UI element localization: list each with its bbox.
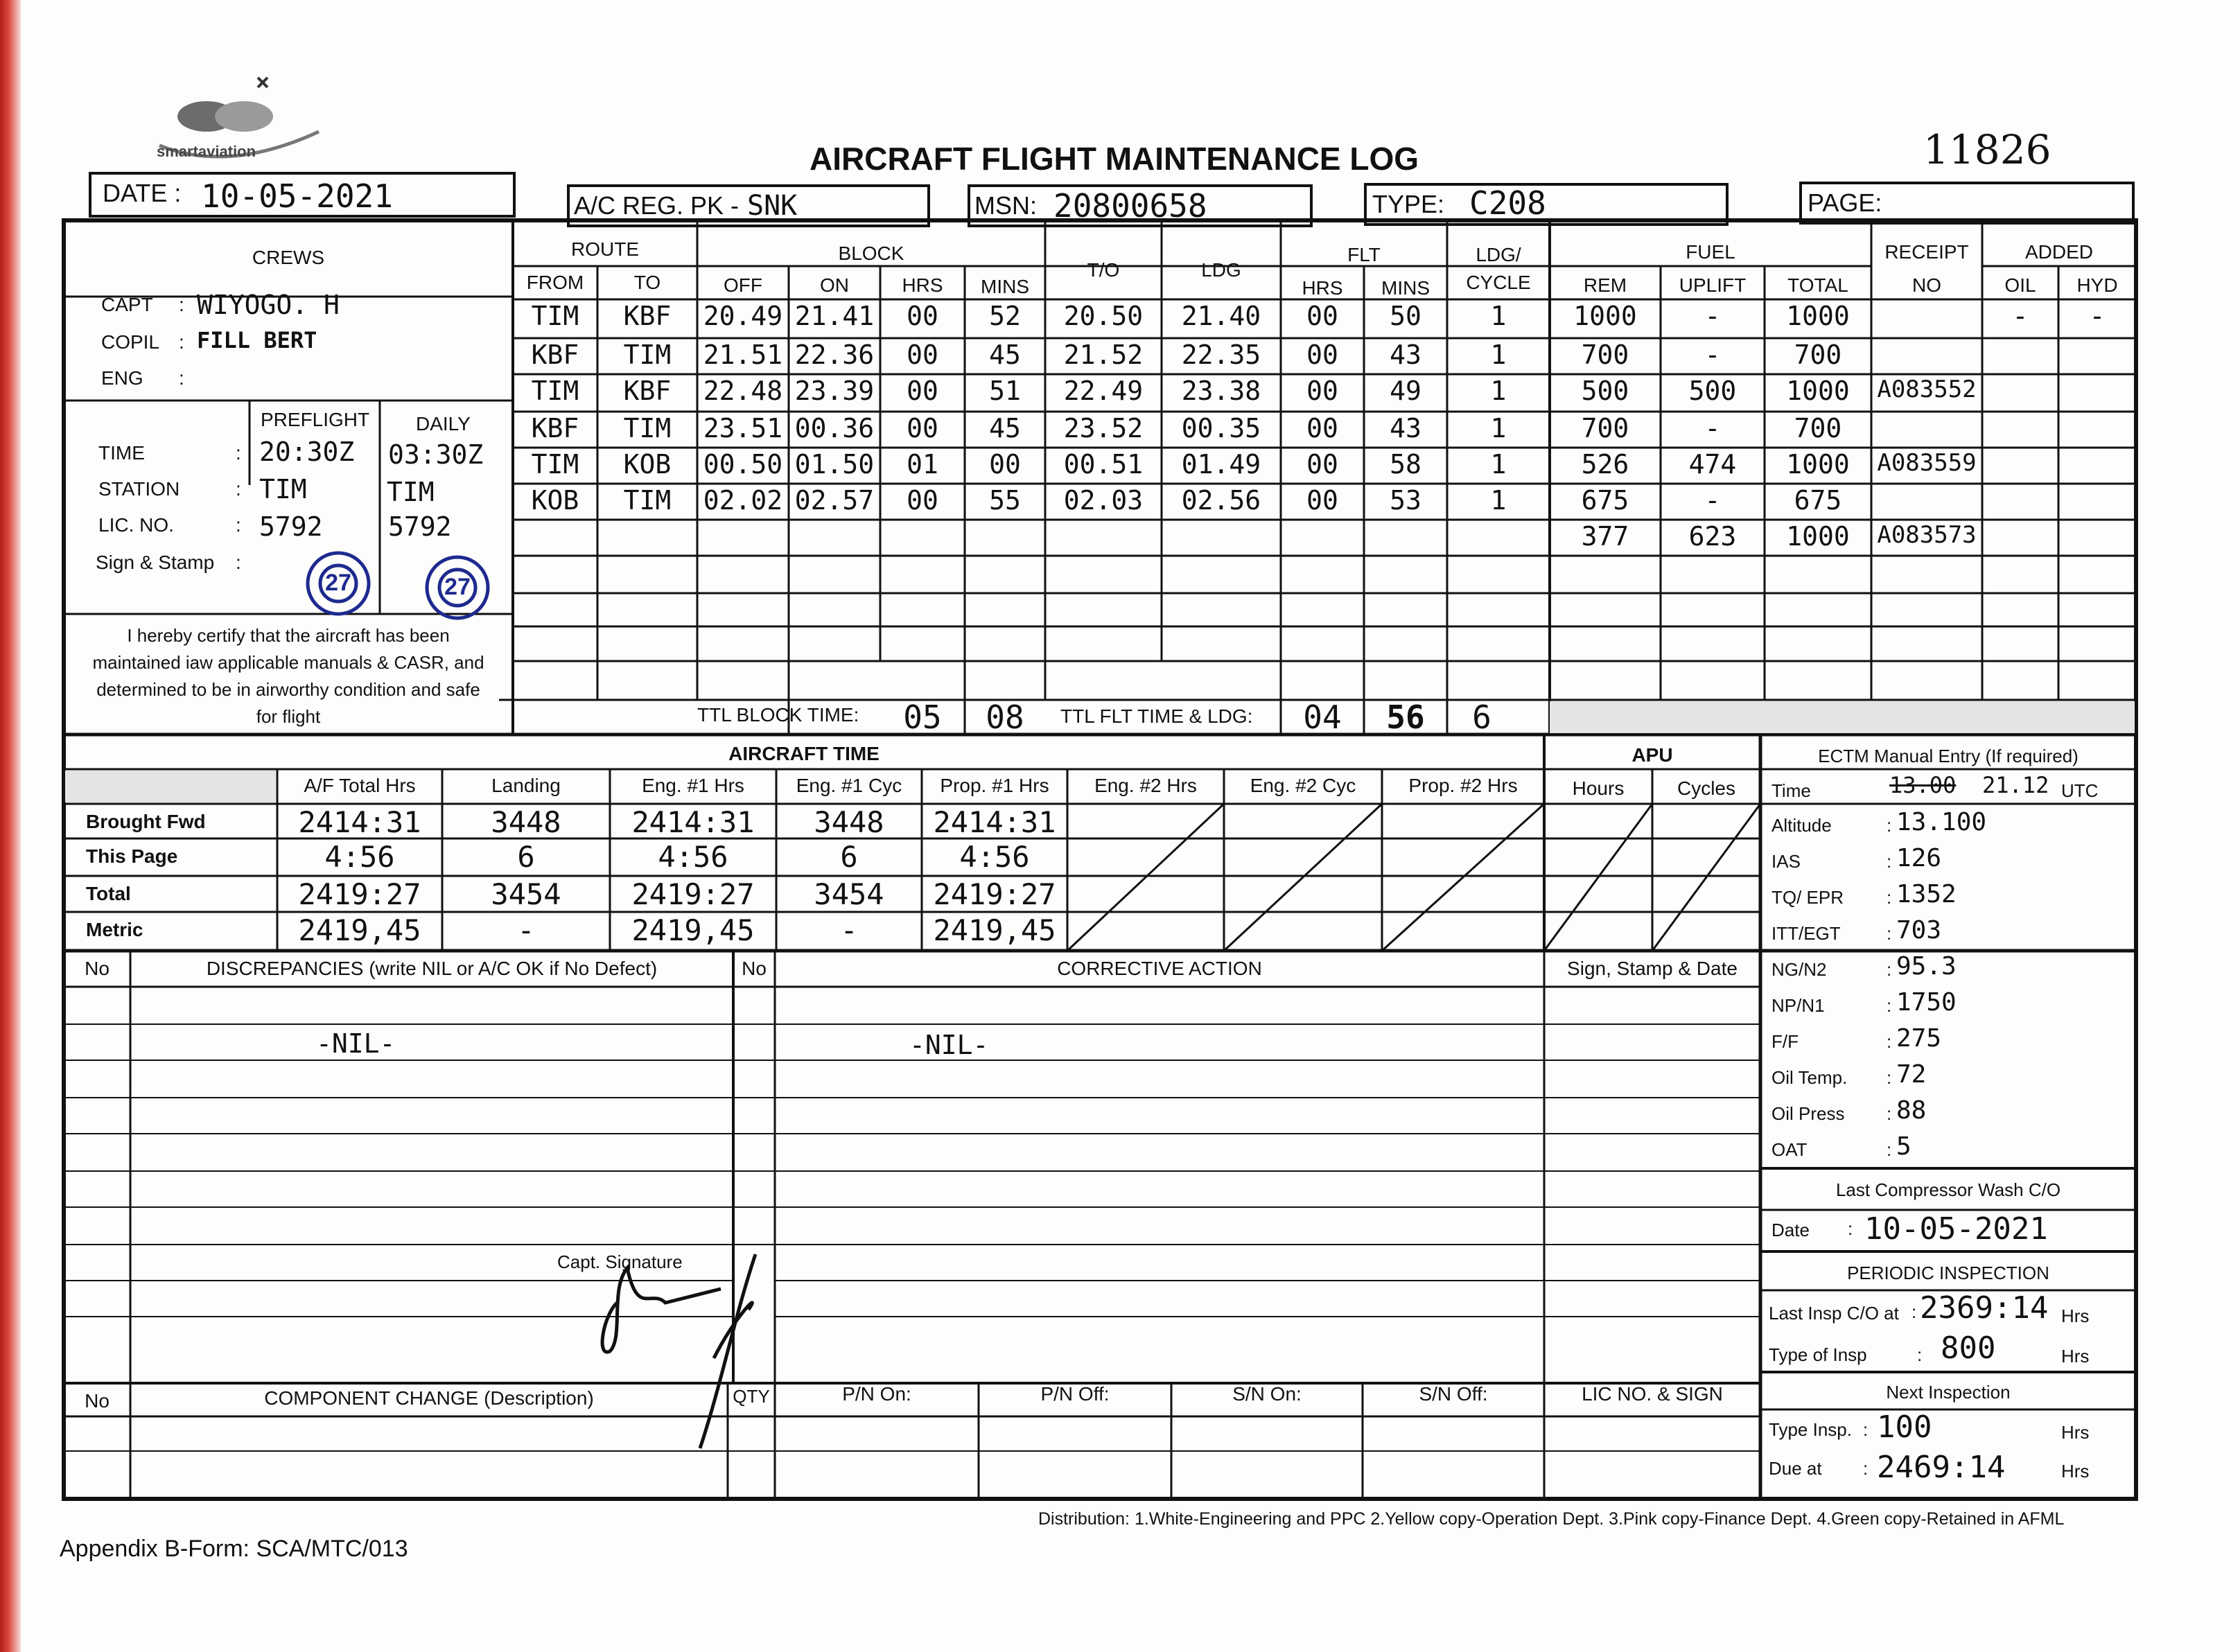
ttl-block-label: TTL BLOCK TIME: (697, 704, 859, 726)
aircraft-time-value: 2419:27 (631, 877, 755, 911)
flight-to-t-cell: 02.03 (1063, 485, 1144, 516)
colon-last-insp: : (1911, 1301, 1917, 1322)
due-label: Due at (1769, 1458, 1822, 1479)
aircraft-time-header: Eng. #1 Hrs (642, 775, 744, 796)
due-value: 2469:14 (1877, 1450, 2006, 1485)
aircraft-time-header: Landing (491, 775, 561, 796)
flight-cycle-cell: 1 (1490, 376, 1507, 406)
aircraft-time-value: - (840, 913, 858, 947)
flight-mins-cell: 51 (989, 376, 1021, 406)
page-label: PAGE: (1808, 188, 1882, 217)
flight-total-cell: 1000 (1786, 301, 1850, 331)
distribution-note: Distribution: 1.White-Engineering and PPC 2.Yellow copy-Operation Dept. 3.Pink copy-Finance Dept. 4.Green copy-Retained in AFML (1038, 1509, 2065, 1529)
col-added: ADDED (2024, 241, 2093, 263)
flight-off-cell: 00.50 (703, 449, 783, 480)
serial-number: 11826 (1923, 126, 2051, 173)
flight-total-cell: 700 (1794, 340, 1842, 370)
flight-to-cell: TIM (623, 413, 672, 443)
type-insp-label: Type of Insp (1769, 1344, 1867, 1365)
reg-label: A/C REG. PK - (574, 191, 740, 220)
flight-on-cell: 01.50 (794, 449, 875, 480)
flight-uplift-cell: 500 (1688, 376, 1737, 406)
flight-fhrs-cell: 00 (1306, 340, 1338, 370)
aircraft-time-row-label: Total (86, 883, 131, 904)
flight-uplift-cell: - (1704, 301, 1721, 331)
form-title: AIRCRAFT FLIGHT MAINTENANCE LOG (810, 141, 1419, 177)
next-type-label: Type Insp. (1769, 1419, 1852, 1440)
ectm-item-value: 275 (1896, 1024, 1942, 1053)
flight-cycle-cell: 1 (1490, 449, 1507, 480)
eng-label: ENG (101, 367, 143, 389)
col-total: TOTAL (1787, 274, 1848, 296)
capt-value: WIYOGO. H (197, 290, 340, 320)
ca-title: CORRECTIVE ACTION (1057, 958, 1262, 979)
flight-uplift-cell: - (1704, 485, 1721, 516)
col-uplift: UPLIFT (1679, 274, 1747, 296)
aircraft-time-value: 6 (840, 840, 858, 874)
aircraft-time-value: 2419,45 (631, 913, 755, 947)
flight-on-cell: 00.36 (794, 413, 875, 443)
aircraft-time-value: 6 (517, 840, 535, 874)
disc-entry: -NIL- (316, 1028, 396, 1059)
ectm-item-colon: : (1887, 959, 1892, 980)
aircraft-time-value: 3454 (814, 877, 884, 911)
colon-lic: : (236, 514, 241, 536)
ectm-item-colon: : (1887, 1067, 1892, 1088)
aircraft-time-value: 4:56 (959, 840, 1030, 874)
aircraft-time-value: 4:56 (658, 840, 728, 874)
col-ldg-cycle-2: CYCLE (1466, 272, 1531, 293)
flight-uplift-cell: 623 (1688, 521, 1737, 552)
ectm-item-value: 126 (1896, 844, 1942, 872)
aircraft-time-title: AIRCRAFT TIME (728, 743, 880, 764)
type-insp-value: 800 (1941, 1330, 1996, 1366)
flight-oil-cell: - (2012, 301, 2029, 331)
flight-fmins-cell: 50 (1390, 301, 1421, 331)
col-rem: REM (1583, 274, 1627, 296)
aircraft-time-value: 2419,45 (298, 913, 421, 947)
aircraft-time-value: 4:56 (324, 840, 395, 874)
flight-uplift-cell: 474 (1688, 449, 1737, 480)
colon-station: : (236, 478, 241, 500)
flight-rem-cell: 675 (1581, 485, 1629, 516)
colon-compressor: : (1848, 1218, 1853, 1239)
aircraft-time-value: 2414:31 (631, 805, 755, 839)
flight-on-cell: 23.39 (794, 376, 875, 406)
aircraft-time-row-label: Metric (86, 919, 143, 940)
station-preflight: TIM (259, 474, 307, 504)
ectm-item-value: 1352 (1896, 880, 1957, 908)
flight-mins-cell: 00 (989, 449, 1021, 480)
comp-sn-on: S/N On: (1232, 1383, 1302, 1405)
aircraft-time-header: Prop. #1 Hrs (940, 775, 1049, 796)
disc-title: DISCREPANCIES (write NIL or A/C OK if No Defect) (206, 958, 658, 979)
ectm-item-colon: : (1887, 995, 1892, 1016)
col-ldg: LDG (1201, 259, 1241, 281)
flight-off-cell: 23.51 (703, 413, 783, 443)
sign-label: Sign & Stamp (96, 552, 215, 573)
flight-to-t-cell: 00.51 (1063, 449, 1144, 480)
flight-fhrs-cell: 00 (1306, 301, 1338, 331)
last-insp-value: 2369:14 (1920, 1290, 2049, 1326)
flight-ldg-cell: 21.40 (1181, 301, 1261, 331)
copil-label: COPIL (101, 331, 160, 353)
ectm-item-colon: : (1887, 923, 1892, 944)
col-flt: FLT (1347, 244, 1381, 265)
flight-hyd-cell: - (2089, 301, 2106, 331)
flight-ldg-cell: 22.35 (1181, 340, 1261, 370)
next-insp-title: Next Inspection (1886, 1382, 2011, 1403)
flight-ldg-cell: 00.35 (1181, 413, 1261, 443)
type-label: TYPE: (1372, 190, 1445, 218)
aircraft-time-row-label: Brought Fwd (86, 811, 206, 832)
ectm-time-unit: UTC (2061, 780, 2099, 801)
aircraft-time-value: 3454 (491, 877, 561, 911)
flight-on-cell: 22.36 (794, 340, 875, 370)
ectm-time-label: Time (1771, 780, 1811, 801)
preflight-label: PREFLIGHT (261, 409, 370, 430)
comp-lic-sign: LIC NO. & SIGN (1582, 1383, 1723, 1405)
aircraft-time-value: 2419:27 (298, 877, 421, 911)
flight-fhrs-cell: 00 (1306, 449, 1338, 480)
flight-from-cell: TIM (531, 376, 579, 406)
ectm-time-struck: 13.00 (1889, 772, 1957, 798)
ectm-item-label: Oil Temp. (1771, 1067, 1848, 1088)
col-fuel: FUEL (1686, 241, 1735, 263)
colon-capt: : (179, 294, 184, 315)
col-crews: CREWS (252, 247, 325, 268)
flight-to-cell: TIM (623, 485, 672, 516)
ca-no-label: No (742, 958, 767, 979)
flight-receipt-cell: A083552 (1877, 376, 1977, 403)
ectm-item-value: 13.100 (1896, 808, 1987, 836)
flight-total-cell: 1000 (1786, 376, 1850, 406)
station-label: STATION (98, 478, 180, 500)
col-oil: OIL (2004, 274, 2036, 296)
aircraft-time-value: 2414:31 (933, 805, 1056, 839)
shaded-total-row (1550, 701, 2135, 733)
colon-eng: : (179, 367, 184, 389)
flight-rem-cell: 377 (1581, 521, 1629, 552)
daily-label: DAILY (416, 413, 471, 434)
col-block: BLOCK (838, 243, 904, 264)
flight-to-t-cell: 22.49 (1063, 376, 1144, 406)
lic-daily: 5792 (388, 511, 452, 542)
flight-receipt-cell: A083573 (1877, 521, 1977, 549)
col-route: ROUTE (571, 238, 639, 260)
colon-time: : (236, 442, 241, 464)
flight-ldg-cell: 02.56 (1181, 485, 1261, 516)
ttl-block-mins: 08 (986, 698, 1024, 736)
periodic-title: PERIODIC INSPECTION (1847, 1263, 2049, 1283)
ectm-item-value: 5 (1896, 1132, 1911, 1161)
flight-rem-cell: 1000 (1573, 301, 1637, 331)
flight-total-cell: 675 (1794, 485, 1842, 516)
col-receipt: RECEIPT (1884, 241, 1969, 263)
ectm-item-label: Altitude (1771, 815, 1832, 836)
aircraft-time-header: Eng. #1 Cyc (796, 775, 902, 796)
col-to: TO (633, 272, 661, 293)
col-on: ON (820, 274, 849, 296)
flight-hrs-cell: 00 (907, 413, 938, 443)
flight-from-cell: KBF (531, 413, 579, 443)
compressor-date-label: Date (1771, 1220, 1810, 1240)
flight-fmins-cell: 43 (1390, 413, 1421, 443)
col-receipt-no: NO (1912, 274, 1941, 296)
flight-to-t-cell: 20.50 (1063, 301, 1144, 331)
lic-label: LIC. NO. (98, 514, 174, 536)
flight-uplift-cell: - (1704, 413, 1721, 443)
flight-hrs-cell: 00 (907, 376, 938, 406)
next-type-hrs: Hrs (2061, 1422, 2090, 1443)
ttl-flt-label: TTL FLT TIME & LDG: (1060, 705, 1253, 727)
aircraft-time-value: 2419,45 (933, 913, 1056, 947)
form-number: Appendix B-Form: SCA/MTC/013 (60, 1536, 408, 1562)
ttl-flt-mins: 56 (1386, 698, 1425, 736)
flight-total-cell: 1000 (1786, 449, 1850, 480)
flight-rem-cell: 500 (1581, 376, 1629, 406)
ectm-item-colon: : (1887, 851, 1892, 872)
ectm-item-label: IAS (1771, 851, 1801, 872)
next-type-value: 100 (1877, 1409, 1932, 1445)
reg-value: SNK (747, 190, 798, 222)
flight-fhrs-cell: 00 (1306, 485, 1338, 516)
ttl-flt-hrs: 04 (1303, 698, 1342, 736)
disc-no-label: No (85, 958, 110, 979)
aircraft-time-value: 2414:31 (298, 805, 421, 839)
ectm-item-label: TQ/ EPR (1771, 887, 1844, 908)
time-label: TIME (98, 442, 145, 464)
flight-from-cell: KBF (531, 340, 579, 370)
compressor-title: Last Compressor Wash C/O (1835, 1179, 2061, 1200)
flight-hrs-cell: 00 (907, 301, 938, 331)
colon-type-insp: : (1917, 1344, 1923, 1365)
aircraft-time-value: 3448 (814, 805, 884, 839)
col-flt-mins: MINS (1381, 277, 1430, 299)
flight-hrs-cell: 00 (907, 340, 938, 370)
flight-total-cell: 700 (1794, 413, 1842, 443)
flight-off-cell: 20.49 (703, 301, 783, 331)
ectm-title: ECTM Manual Entry (If required) (1818, 746, 2079, 766)
apu-cycles-label: Cycles (1677, 777, 1735, 799)
aircraft-time-row-label: This Page (86, 845, 178, 867)
ectm-item-label: Oil Press (1771, 1103, 1845, 1124)
aircraft-time-header: Eng. #2 Cyc (1250, 775, 1356, 796)
flight-cycle-cell: 1 (1490, 301, 1507, 331)
aircraft-time-value: - (517, 913, 535, 947)
flight-from-cell: TIM (531, 449, 579, 480)
certify-line-4: for flight (256, 706, 321, 727)
due-hrs: Hrs (2061, 1461, 2090, 1482)
certify-line-2: maintained iaw applicable manuals & CASR, and (92, 652, 484, 673)
msn-label: MSN: (974, 191, 1037, 220)
comp-pn-off: P/N Off: (1040, 1383, 1110, 1405)
flight-off-cell: 21.51 (703, 340, 783, 370)
apu-title: APU (1631, 744, 1673, 766)
flight-mins-cell: 55 (989, 485, 1021, 516)
stamp-daily-number: 27 (444, 574, 471, 600)
ectm-item-label: OAT (1771, 1139, 1808, 1160)
col-mins: MINS (981, 276, 1029, 297)
col-flt-hrs: HRS (1302, 277, 1343, 299)
time-daily: 03:30Z (388, 439, 484, 470)
ectm-item-colon: : (1887, 887, 1892, 908)
colon-copil: : (179, 331, 184, 353)
flight-fmins-cell: 49 (1390, 376, 1421, 406)
station-daily: TIM (387, 477, 435, 507)
flight-uplift-cell: - (1704, 340, 1721, 370)
flight-to-cell: KBF (623, 301, 672, 331)
flight-off-cell: 02.02 (703, 485, 783, 516)
col-off: OFF (724, 274, 762, 296)
flight-to-cell: KOB (623, 449, 672, 480)
ectm-item-colon: : (1887, 815, 1892, 836)
last-insp-label: Last Insp C/O at (1769, 1303, 1899, 1324)
aircraft-time-header: A/F Total Hrs (304, 775, 416, 796)
aircraft-time-value: 3448 (491, 805, 561, 839)
flight-from-cell: KOB (531, 485, 579, 516)
flight-receipt-cell: A083559 (1877, 449, 1977, 477)
colon-due: : (1863, 1458, 1869, 1479)
flight-rem-cell: 700 (1581, 413, 1629, 443)
flight-to-cell: TIM (623, 340, 672, 370)
type-insp-hrs: Hrs (2061, 1346, 2090, 1367)
flight-ldg-cell: 01.49 (1181, 449, 1261, 480)
comp-qty: QTY (733, 1386, 770, 1407)
certify-line-1: I hereby certify that the aircraft has been (127, 625, 450, 646)
flight-fhrs-cell: 00 (1306, 413, 1338, 443)
aircraft-time-header: Eng. #2 Hrs (1094, 775, 1197, 796)
flight-mins-cell: 45 (989, 340, 1021, 370)
col-hrs: HRS (902, 274, 943, 296)
flight-to-t-cell: 23.52 (1063, 413, 1144, 443)
ectm-item-colon: : (1887, 1139, 1892, 1160)
ectm-item-label: F/F (1771, 1031, 1799, 1052)
ttl-ldg: 6 (1472, 698, 1491, 736)
ectm-item-value: 72 (1896, 1060, 1927, 1089)
last-insp-hrs: Hrs (2061, 1306, 2090, 1326)
copil-value: FILL BERT (197, 327, 317, 353)
certify-text (69, 622, 507, 730)
flight-mins-cell: 45 (989, 413, 1021, 443)
capt-label: CAPT (101, 294, 153, 315)
col-hyd: HYD (2076, 274, 2118, 296)
ectm-item-value: 1750 (1896, 988, 1957, 1017)
flight-mins-cell: 52 (989, 301, 1021, 331)
flight-cycle-cell: 1 (1490, 340, 1507, 370)
msn-value: 20800658 (1053, 187, 1207, 225)
flight-cycle-cell: 1 (1490, 485, 1507, 516)
ectm-time-value: 21.12 (1982, 772, 2049, 798)
aircraft-time-header: Prop. #2 Hrs (1408, 775, 1518, 796)
aircraft-time-value: 2419:27 (933, 877, 1056, 911)
ectm-item-label: NP/N1 (1771, 995, 1825, 1016)
flight-on-cell: 21.41 (794, 301, 875, 331)
lic-preflight: 5792 (259, 511, 323, 542)
flight-on-cell: 02.57 (794, 485, 875, 516)
flight-hrs-cell: 01 (907, 449, 938, 480)
apu-hours-label: Hours (1572, 777, 1625, 799)
col-ldg-cycle-1: LDG/ (1476, 244, 1521, 265)
certify-line-3: determined to be in airworthy condition and safe (96, 679, 480, 700)
flight-total-cell: 1000 (1786, 521, 1850, 552)
flight-rem-cell: 526 (1581, 449, 1629, 480)
brand-name: smartaviation (157, 143, 256, 160)
ttl-block-hrs: 05 (903, 698, 942, 736)
time-preflight: 20:30Z (259, 437, 355, 467)
flight-hrs-cell: 00 (907, 485, 938, 516)
flight-ldg-cell: 23.38 (1181, 376, 1261, 406)
comp-no-label: No (85, 1390, 110, 1412)
flight-to-cell: KBF (623, 376, 672, 406)
flight-fmins-cell: 53 (1390, 485, 1421, 516)
type-value: C208 (1469, 184, 1546, 222)
col-to-time: T/O (1087, 259, 1120, 281)
date-label: DATE : (103, 179, 182, 207)
date-value: 10-05-2021 (201, 177, 393, 215)
flight-fmins-cell: 43 (1390, 340, 1421, 370)
ectm-item-colon: : (1887, 1031, 1892, 1052)
flight-fhrs-cell: 00 (1306, 376, 1338, 406)
colon-sign: : (236, 552, 241, 573)
compressor-date-value: 10-05-2021 (1864, 1211, 2048, 1247)
flight-cycle-cell: 1 (1490, 413, 1507, 443)
comp-title: COMPONENT CHANGE (Description) (264, 1387, 594, 1409)
capt-signature-label: Capt. Signature (557, 1251, 683, 1272)
flight-from-cell: TIM (531, 301, 579, 331)
comp-sn-off: S/N Off: (1419, 1383, 1488, 1405)
flight-to-t-cell: 21.52 (1063, 340, 1144, 370)
comp-pn-on: P/N On: (842, 1383, 911, 1405)
colon-next-type: : (1863, 1419, 1869, 1440)
ectm-item-value: 95.3 (1896, 952, 1957, 981)
ectm-item-value: 88 (1896, 1096, 1927, 1125)
ca-entry: -NIL- (909, 1030, 989, 1060)
stamp-preflight-number: 27 (325, 570, 351, 596)
flight-off-cell: 22.48 (703, 376, 783, 406)
ectm-item-label: NG/N2 (1771, 959, 1827, 980)
flight-rem-cell: 700 (1581, 340, 1629, 370)
sign-stamp-title: Sign, Stamp & Date (1567, 958, 1738, 979)
flight-fmins-cell: 58 (1390, 449, 1421, 480)
ectm-item-label: ITT/EGT (1771, 923, 1841, 944)
ectm-item-value: 703 (1896, 916, 1942, 944)
ectm-item-colon: : (1887, 1103, 1892, 1124)
col-from: FROM (526, 272, 584, 293)
shaded-time-header (65, 771, 276, 802)
